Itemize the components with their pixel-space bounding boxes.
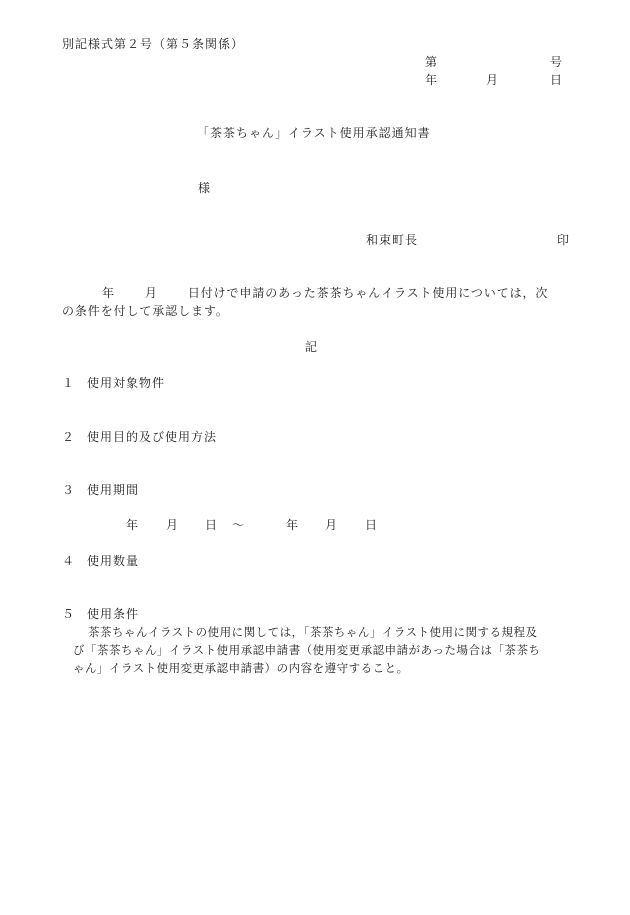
body-line-1 — [102, 287, 548, 299]
period-month-1: 月 — [166, 518, 179, 532]
item-label: 使用数量 — [87, 554, 140, 568]
item-3 — [62, 484, 139, 496]
period-year-1: 年 — [126, 518, 139, 532]
date-year: 年 — [425, 73, 438, 87]
item-label: 使用対象物件 — [87, 376, 166, 390]
period-year-2: 年 — [286, 518, 299, 532]
body-month: 月 — [144, 286, 158, 300]
ki-heading: 記 — [305, 340, 318, 354]
issuer-name: 和束町長 — [366, 233, 419, 247]
conditions-line-2: び「茶茶ちゃん」イラスト使用承認申請書（使用変更承認申請があった場合は「茶茶ち — [73, 643, 541, 657]
document-title: 「茶茶ちゃん」イラスト使用承認通知書 — [197, 126, 431, 140]
item-number: ２ — [62, 430, 76, 444]
seal-mark: 印 — [557, 233, 570, 247]
item-4 — [62, 555, 139, 567]
conditions-line-1: 茶茶ちゃんイラストの使用に関しては，「茶茶ちゃん」イラスト使用に関する規程及 — [88, 625, 538, 639]
recipient-suffix: 様 — [198, 181, 211, 195]
body-year: 年 — [102, 286, 115, 300]
date-day: 日 — [550, 73, 563, 87]
conditions-line-3: ゃん」イラスト使用変更承認申請書）の内容を遵守すること。 — [73, 661, 409, 675]
date-month: 月 — [486, 73, 499, 87]
item-2 — [62, 431, 217, 443]
item-number: １ — [62, 376, 76, 390]
item-1 — [62, 377, 165, 389]
period-day-2: 日 — [365, 518, 378, 532]
item-number: ５ — [62, 607, 76, 621]
item-label: 使用期間 — [87, 483, 140, 497]
body-text-1: 日付けで申請のあった茶茶ちゃんイラスト使用については，次 — [187, 286, 549, 300]
number-prefix: 第 — [425, 55, 438, 69]
period-day-1: 日 — [205, 518, 218, 532]
number-suffix: 号 — [550, 55, 563, 69]
item-label: 使用条件 — [87, 607, 140, 621]
period-month-2: 月 — [325, 518, 338, 532]
item-number: ３ — [62, 483, 76, 497]
item-label: 使用目的及び使用方法 — [87, 430, 218, 444]
item-5 — [62, 608, 139, 620]
form-label: 別記様式第２号（第５条関係） — [62, 37, 245, 51]
item-number: ４ — [62, 554, 76, 568]
period-tilde: ～ — [232, 518, 245, 532]
body-line-2: の条件を付して承認します。 — [62, 304, 229, 318]
